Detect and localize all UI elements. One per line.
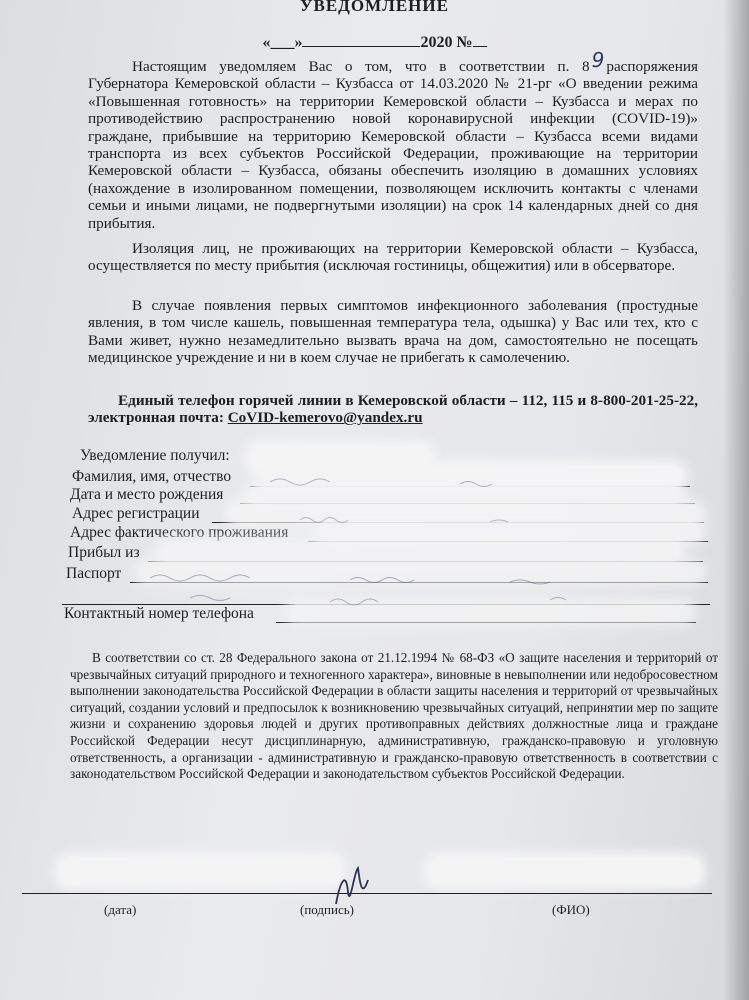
year-number: 2020 № (420, 34, 473, 51)
form-received-label: Уведомление получил: (80, 447, 230, 464)
date-placeholder: «___» (262, 34, 303, 51)
paragraph1-start: Настоящим уведомляем Вас о том, что в соответствии п. 8 (132, 58, 590, 75)
handwritten-point-number: 9 (591, 48, 605, 72)
redacted-signature-name (430, 858, 700, 884)
caption-signature: (подпись) (300, 902, 354, 917)
paragraph-hotline (88, 392, 698, 427)
form-passport-label: Паспорт (66, 565, 122, 582)
paragraph-symptoms (88, 297, 698, 367)
paragraph-non-residents (88, 240, 698, 275)
form-birth-label: Дата и место рождения (70, 486, 224, 503)
number-underline (473, 32, 487, 47)
hotline-text: Единый телефон горячей линии в Кемеровской области – 112, 115 и 8-800-201-25-22, электронная почта: (88, 392, 698, 427)
paragraph1-rest: распоряжения Губернатора Кемеровской области – Кузбасса от 14.03.2020 № 21-рг «О введении режима «Повышенная готовность» на территории Кемеровской области – Кузбасса и мерах по противодействию распространению новой коронавирусной инфекции (COVID-19)» граждане, прибывшие на территорию Кемеровской области – Кузбасса всеми видами транспорта из всех субъектов Российской Федерации, проживающие на территории Кемеровской области – Кузбасса, обязаны обеспечить изоляцию в домашних условиях (нахождение в изолированном помещении, позволяющем исключить контакты с членами семьи и иными лицами, не подвергнутыми изоляции) на срок 14 календарных дней со дня прибытия. (88, 58, 698, 232)
hotline-email: CoVID-kemerovo@yandex.ru (227, 409, 423, 427)
date-underline (302, 32, 420, 47)
form-registration-label: Адрес регистрации (72, 505, 200, 522)
paragraph3-text: В случае появления первых симптомов инфекционного заболевания (простудные явления, в том числе кашель, повышенная температура тела, одышка) у Вас или тех, кто с Вами живет, нужно незамедлительно вызвать врача на дом, самостоятельно не посещать медицинское учреждение и ни в коем случае не прибегать к самолечению. (88, 297, 698, 367)
paragraph2-text: Изоляция лиц, не проживающих на территории Кемеровской области – Кузбасса, осуществляется по месту прибытия (исключая гостиницы, общежития) или в обсерваторе. (88, 240, 698, 275)
page-edge-shadow (723, 0, 749, 1000)
form-arrived-from-label: Прибыл из (68, 544, 140, 561)
legal-liability-text (70, 650, 718, 783)
form-phone-label: Контактный номер телефона (64, 605, 254, 622)
caption-date: (дата) (104, 902, 137, 917)
form-full-name-label: Фамилия, имя, отчество (72, 468, 232, 485)
redacted-area (250, 446, 430, 468)
redacted-signature-date (60, 858, 340, 884)
paragraph-isolation-order (88, 48, 698, 232)
date-number-line (0, 32, 749, 52)
form-actual-address-label: Адрес фактического проживания (70, 524, 289, 541)
phone-line (276, 622, 696, 623)
legal-text: В соответствии со ст. 28 Федерального закона от 21.12.1994 № 68-ФЗ «О защите населения и территорий от чрезвычайных ситуаций природного и техногенного характера», виновные в невыполнении или недобросовестном выполнении законодательства Российской Федерации в области защиты населения и территорий от чрезвычайных ситуаций, создании условий и предпосылок к возникновению чрезвычайных ситуаций, непринятии мер по защите жизни и сохранению здоровья людей и других противоправных действиях должностные лица и граждане Российской Федерации несут дисциплинарную, административную, гражданско-правовую и уголовную ответственность, а организации - административную и гражданско-правовую ответственность в соответствии с законодательством Российской Федерации и законодательством субъектов Российской Федерации. (70, 650, 718, 782)
document-title: УВЕДОМЛЕНИЕ (300, 0, 449, 15)
caption-name: (ФИО) (552, 902, 590, 917)
handwriting-scribbles (130, 470, 710, 620)
